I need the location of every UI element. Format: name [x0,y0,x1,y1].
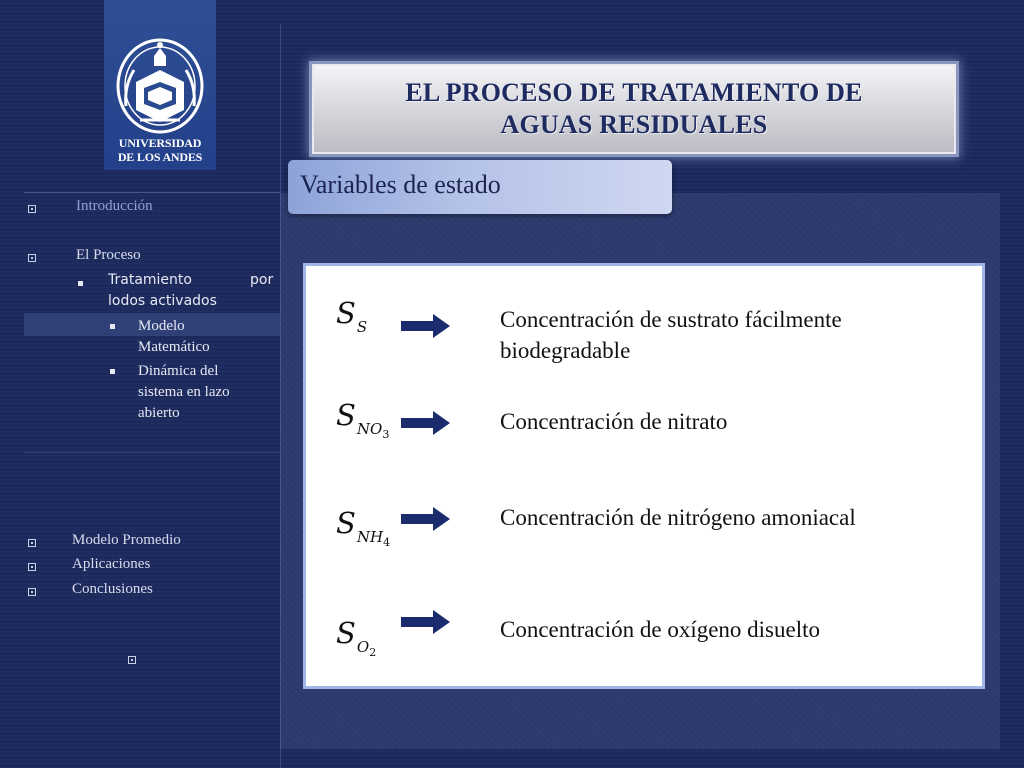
nav-subsubitem-modelo-matematico[interactable] [138,316,210,358]
nav-item-conclusiones[interactable]: Conclusiones [72,581,153,597]
logo-text-line1: UNIVERSIDAD [118,136,202,150]
sidebar-divider-vertical [280,24,281,768]
arrow-right-icon [401,609,451,635]
variable-letter: S [336,398,356,432]
variable-letter: S [336,296,356,330]
nav-item-introduccion[interactable]: Introducción [76,198,153,214]
variable-letter: S [336,616,356,650]
section-subtitle: Variables de estado [300,170,501,199]
variable-subscript: NH [356,528,384,546]
slide-title-box [312,64,956,154]
slide-title-line2: AGUAS RESIDUALES [500,110,768,139]
nav-subsub-line: abierto [138,405,180,421]
nav-subsub-line: Dinámica del [138,363,219,379]
university-crest-icon [114,36,206,136]
variable-letter: S [336,506,356,540]
arrow-right-icon [401,313,451,339]
description-line: Concentración de sustrato fácilmente [500,307,842,332]
square-bullet-icon [28,563,36,571]
variable-symbol-so2 [336,616,377,659]
slide-title [405,77,862,141]
section-subtitle-box [288,160,672,214]
variable-subscript: S [356,318,368,336]
nav-item-aplicaciones[interactable]: Aplicaciones [72,556,151,572]
slide-title-line1: EL PROCESO DE TRATAMIENTO DE [405,78,863,107]
logo-text-line2: DE LOS ANDES [117,150,203,164]
variable-symbol-snh4 [336,506,391,549]
variable-description-ss [500,304,842,366]
variable-symbol-ss [336,296,368,336]
nav-subsub-line: sistema en lazo [138,384,230,400]
arrow-right-icon [401,410,451,436]
square-bullet-icon [28,205,36,213]
nav-subitem-tratamiento-word2[interactable]: por [250,272,274,288]
nav-subsub-line: Modelo [138,318,185,334]
variable-description-sno3: Concentración de nitrato [500,409,728,434]
square-bullet-icon [110,324,115,329]
variable-subscript: O [356,638,370,656]
square-bullet-icon [28,539,36,547]
nav-subitem-tratamiento-line2[interactable]: lodos activados [108,293,217,309]
square-bullet-icon [28,254,36,262]
square-bullet-icon [128,656,136,664]
variable-subscript-number: 2 [369,646,377,659]
square-bullet-icon [78,281,83,286]
sidebar-divider-horizontal [24,192,280,193]
nav-subsubitem-dinamica[interactable] [138,361,230,424]
square-bullet-icon [110,369,115,374]
square-bullet-icon [28,588,36,596]
sidebar-divider-lower [24,452,280,453]
nav-item-el-proceso[interactable]: El Proceso [76,247,141,263]
variable-description-so2: Concentración de oxígeno disuelto [500,617,821,642]
variable-symbol-sno3 [336,398,390,441]
nav-item-modelo-promedio[interactable]: Modelo Promedio [72,532,181,548]
state-variables-card [303,263,985,689]
variable-subscript-number: 4 [383,536,391,549]
nav-subitem-tratamiento-word1[interactable]: Tratamiento [108,272,192,288]
university-logo [104,0,216,170]
variable-subscript-number: 3 [382,428,390,441]
arrow-right-icon [401,506,451,532]
nav-subsub-line: Matemático [138,339,210,355]
description-line: biodegradable [500,338,631,363]
variable-subscript: NO [356,420,383,438]
variable-description-snh4: Concentración de nitrógeno amoniacal [500,505,856,530]
